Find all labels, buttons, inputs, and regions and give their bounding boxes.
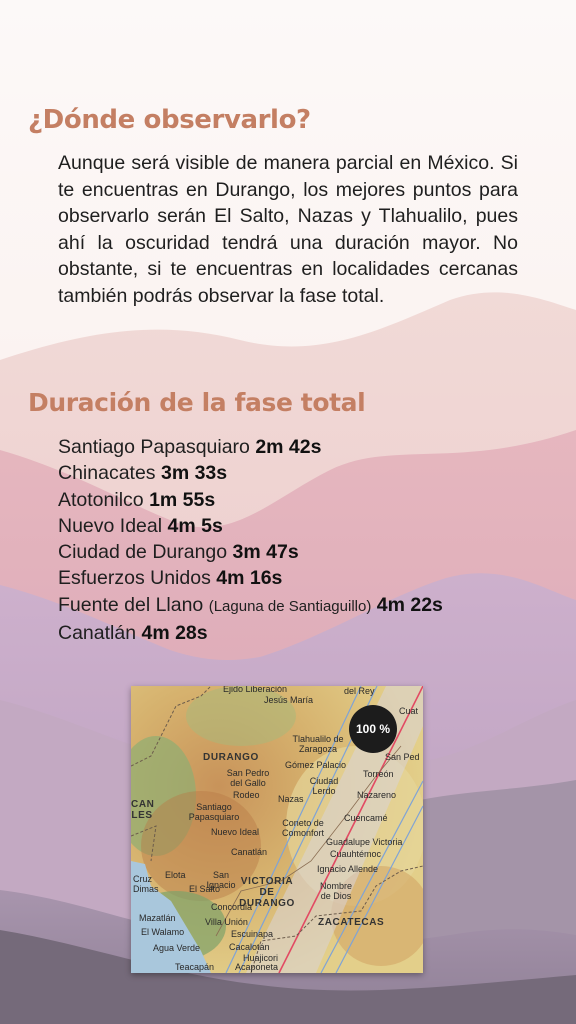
map-label: Villa Unión [205,917,248,927]
map-label: Torreón [363,769,394,779]
map-label: San Ignacio [206,870,236,890]
list-item [58,513,443,539]
map-label: Agua Verde [153,943,201,953]
map-label: Mazatlán [139,913,176,923]
map-label: Huajicori [243,953,279,963]
map-label: San Ped [385,752,420,762]
state-label: CAN LES [131,799,155,821]
map-label: Cacalotán [229,942,270,952]
place-name: Chinacates [58,462,156,485]
map-label: Gómez Palacio [285,760,347,770]
place-name: Esfuerzos Unidos [58,567,211,590]
map-label: Jesús María [264,695,314,705]
map-label: Cuencamé [344,813,388,823]
duration-value: 3m 47s [232,541,299,564]
map-label: Guadalupe Victoria [326,837,403,847]
map-label: Elota [165,870,186,880]
list-item [58,460,443,486]
map-label: Cruz [133,874,153,884]
map-label: Santiago Papasquiaro [188,802,240,822]
map-label: Nazas [278,794,304,804]
list-item [58,539,443,565]
duration-value: 4m 22s [376,593,443,616]
map-label: Cuat [399,706,419,716]
duration-heading: Duración de la fase total [28,388,366,417]
duration-list [58,434,443,646]
place-name: Canatlán [58,622,137,645]
map-label: Canatlán [231,847,268,857]
where-paragraph: Aunque será visible de manera parcial en México. Si te encuentras en Durango, los mejores puntos para observarlo serán El Salto, Nazas y Tlahualilo, pues ahí la oscuridad tendrá una duración mayor. No obstante, si te encuentras en localidades cercanas también podrás observar la fase total. [58,152,518,307]
map-label: Nuevo Ideal [211,827,260,837]
map-label: Acaponeta [235,962,279,972]
map-label: del Rey [344,686,375,696]
map-label: Escuinapa [231,929,274,939]
map-label: Ignacio Allende [317,864,379,874]
totality-badge: 100 % [349,705,397,753]
map-label: Ejido Liberación [223,686,288,694]
duration-value: 4m 28s [141,622,208,645]
where-heading: ¿Dónde observarlo? [28,105,311,135]
map-label: Teacapán [175,962,215,972]
map-label: Nombre de Dios [319,881,352,901]
state-label: VICTORIA DE DURANGO [239,876,295,909]
place-name: Fuente del Llano [58,593,204,616]
list-item [58,487,443,513]
eclipse-path-map [131,686,423,973]
duration-value: 4m 16s [216,567,283,590]
map-label: Coneto de Comonfort [281,818,325,838]
list-item [58,620,443,646]
map-label: El Salto [189,884,221,894]
duration-value: 2m 42s [255,436,322,458]
list-item [58,592,443,620]
place-name: Ciudad de Durango [58,541,228,564]
place-name: Santiago Papasquiaro [58,436,250,458]
map-label: El Walamo [141,927,185,937]
duration-value: 4m 5s [167,514,223,537]
list-item [58,565,443,591]
duration-value: 3m 33s [160,462,228,485]
map-label: Ciudad Lerdo [309,776,339,796]
map-label: Concordia [211,902,253,912]
list-item [58,434,443,460]
place-note: (Laguna de Santiaguillo) [208,597,372,615]
map-label: Rodeo [233,790,260,800]
map-label: Tlahualilo de Zaragoza [292,734,344,754]
state-label: DURANGO [203,752,259,763]
state-label: ZACATECAS [318,917,385,928]
map-label: Cuauhtémoc [330,849,382,859]
map-label: Dimas [133,884,159,894]
place-name: Nuevo Ideal [58,514,163,537]
duration-value: 1m 55s [149,488,216,511]
map-label: Nazareno [357,790,397,800]
map-label: San Pedro del Gallo [226,768,270,788]
place-name: Atotonilco [58,488,144,511]
